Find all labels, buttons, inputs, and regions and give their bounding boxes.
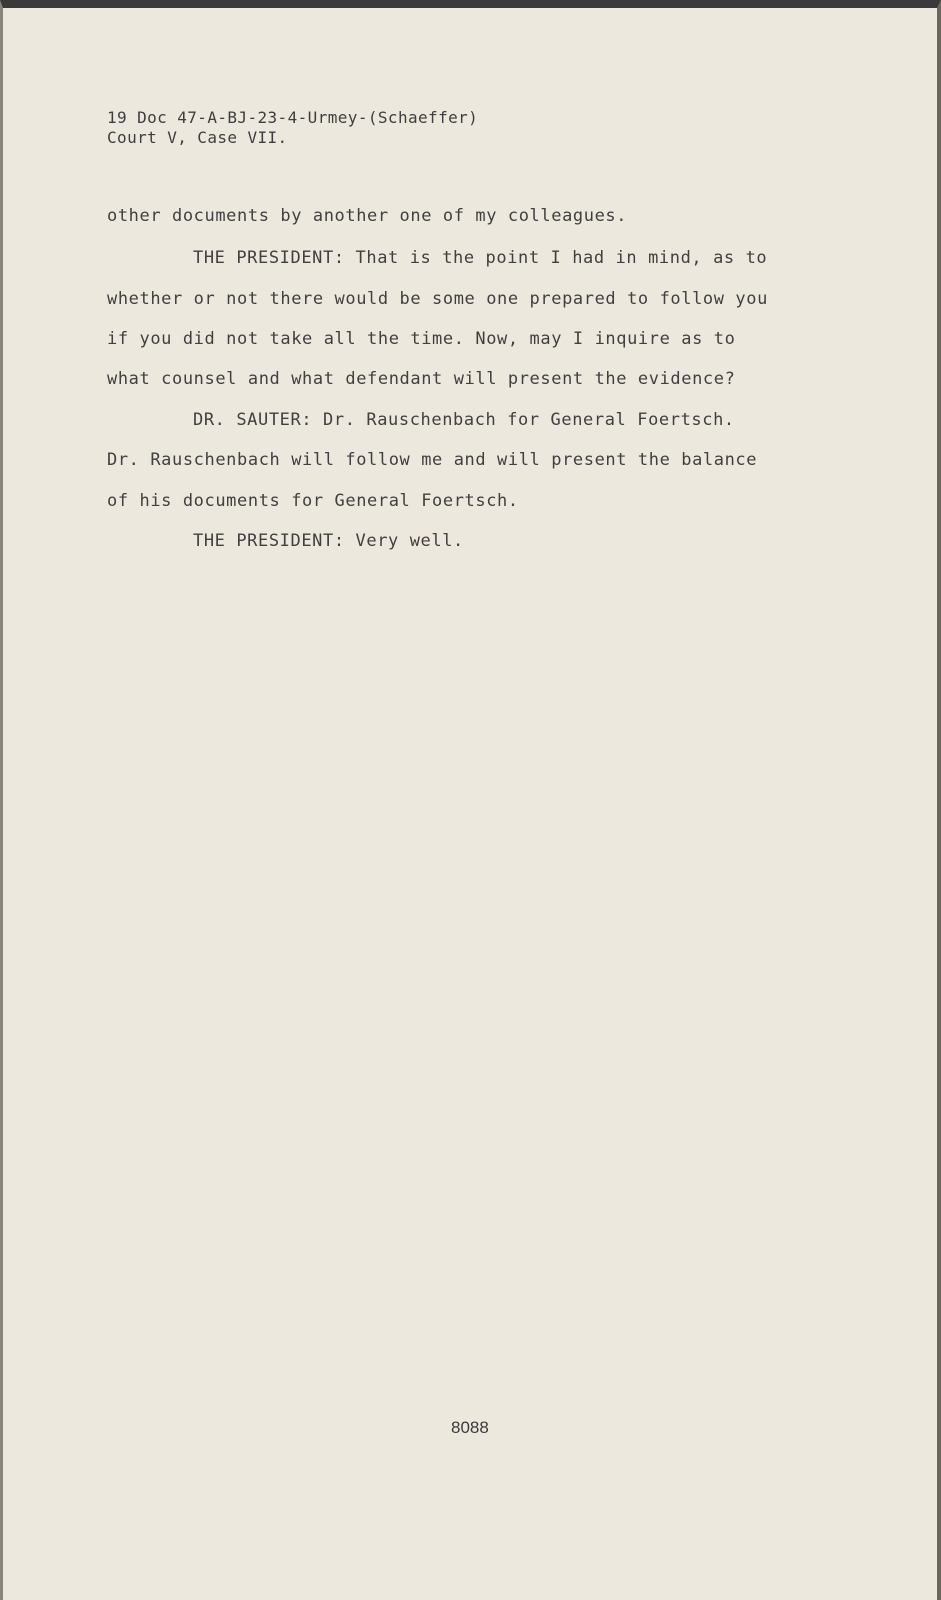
text-line: THE PRESIDENT: That is the point I had in mind, as to: [193, 248, 768, 268]
header-line-2: Court V, Case VII.: [107, 128, 288, 147]
text-line: what counsel and what defendant will present the evidence?: [107, 369, 736, 389]
text-line: Dr. Rauschenbach will follow me and will present the balance: [107, 450, 758, 470]
document-header: [107, 108, 478, 148]
text-line: other documents by another one of my colleagues.: [107, 206, 628, 226]
text-line: THE PRESIDENT: Very well.: [193, 531, 464, 551]
page-number: 8088: [451, 1418, 489, 1437]
text-line: whether or not there would be some one prepared to follow you: [107, 289, 768, 309]
header-line-1: 19 Doc 47-A-BJ-23-4-Urmey-(Schaeffer): [107, 108, 479, 127]
text-line: DR. SAUTER: Dr. Rauschenbach for General Foertsch.: [193, 410, 735, 430]
text-line: of his documents for General Foertsch.: [107, 491, 519, 511]
text-line: if you did not take all the time. Now, may I inquire as to: [107, 329, 736, 349]
